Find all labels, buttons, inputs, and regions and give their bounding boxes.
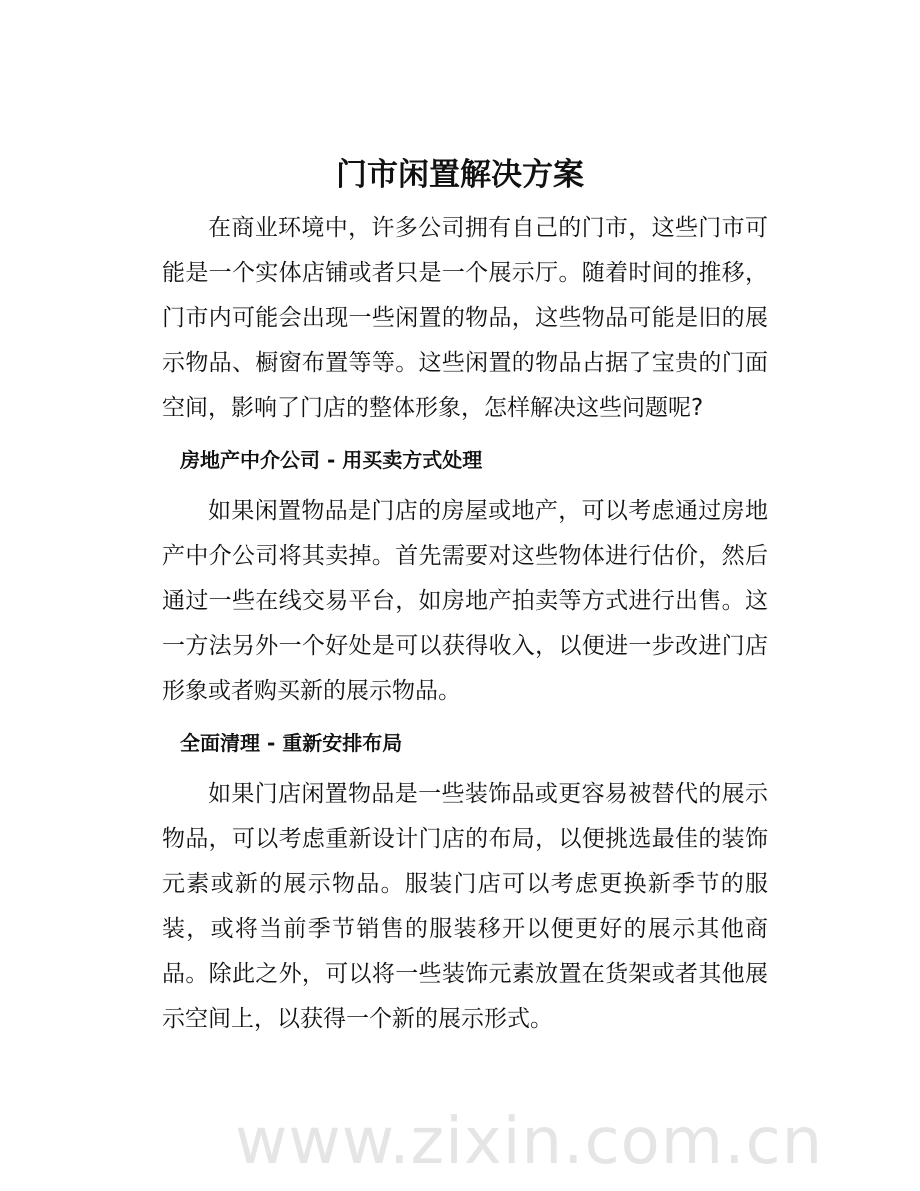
section-heading: 房地产中介公司 - 用买卖方式处理 xyxy=(180,448,483,472)
section-paragraph: 如果闲置物品是门店的房屋或地产，可以考虑通过房地产中介公司将其卖掉。首先需要对这些物体进行估价，然后通过一些在线交易平台，如房地产拍卖等方式进行出售。这一方法另外一个好处是可以获得收入，以便进一步改进门店形象或者购买新的展示物品。 xyxy=(162,498,768,704)
document-title: 门市闲置解决方案 xyxy=(336,157,584,193)
intro-paragraph: 在商业环境中，许多公司拥有自己的门市，这些门市可能是一个实体店铺或者只是一个展示厅。随着时间的推移，门市内可能会出现一些闲置的物品，这些物品可能是旧的展示物品、橱窗布置等等。这些闲置的物品占据了宝贵的门面空间，影响了门店的整体形象，怎样解决这些问题呢? xyxy=(162,215,768,421)
section-heading: 全面清理 - 重新安排布局 xyxy=(180,731,403,755)
watermark: www.zixin.com.cn xyxy=(235,1105,824,1179)
section-paragraph: 如果门店闲置物品是一些装饰品或更容易被替代的展示物品，可以考虑重新设计门店的布局，以便挑选最佳的装饰元素或新的展示物品。服装门店可以考虑更换新季节的服装，或将当前季节销售的服装移开以便更好的展示其他商品。除此之外，可以将一些装饰元素放置在货架或者其他展示空间上，以获得一个新的展示形式。 xyxy=(162,781,768,1032)
